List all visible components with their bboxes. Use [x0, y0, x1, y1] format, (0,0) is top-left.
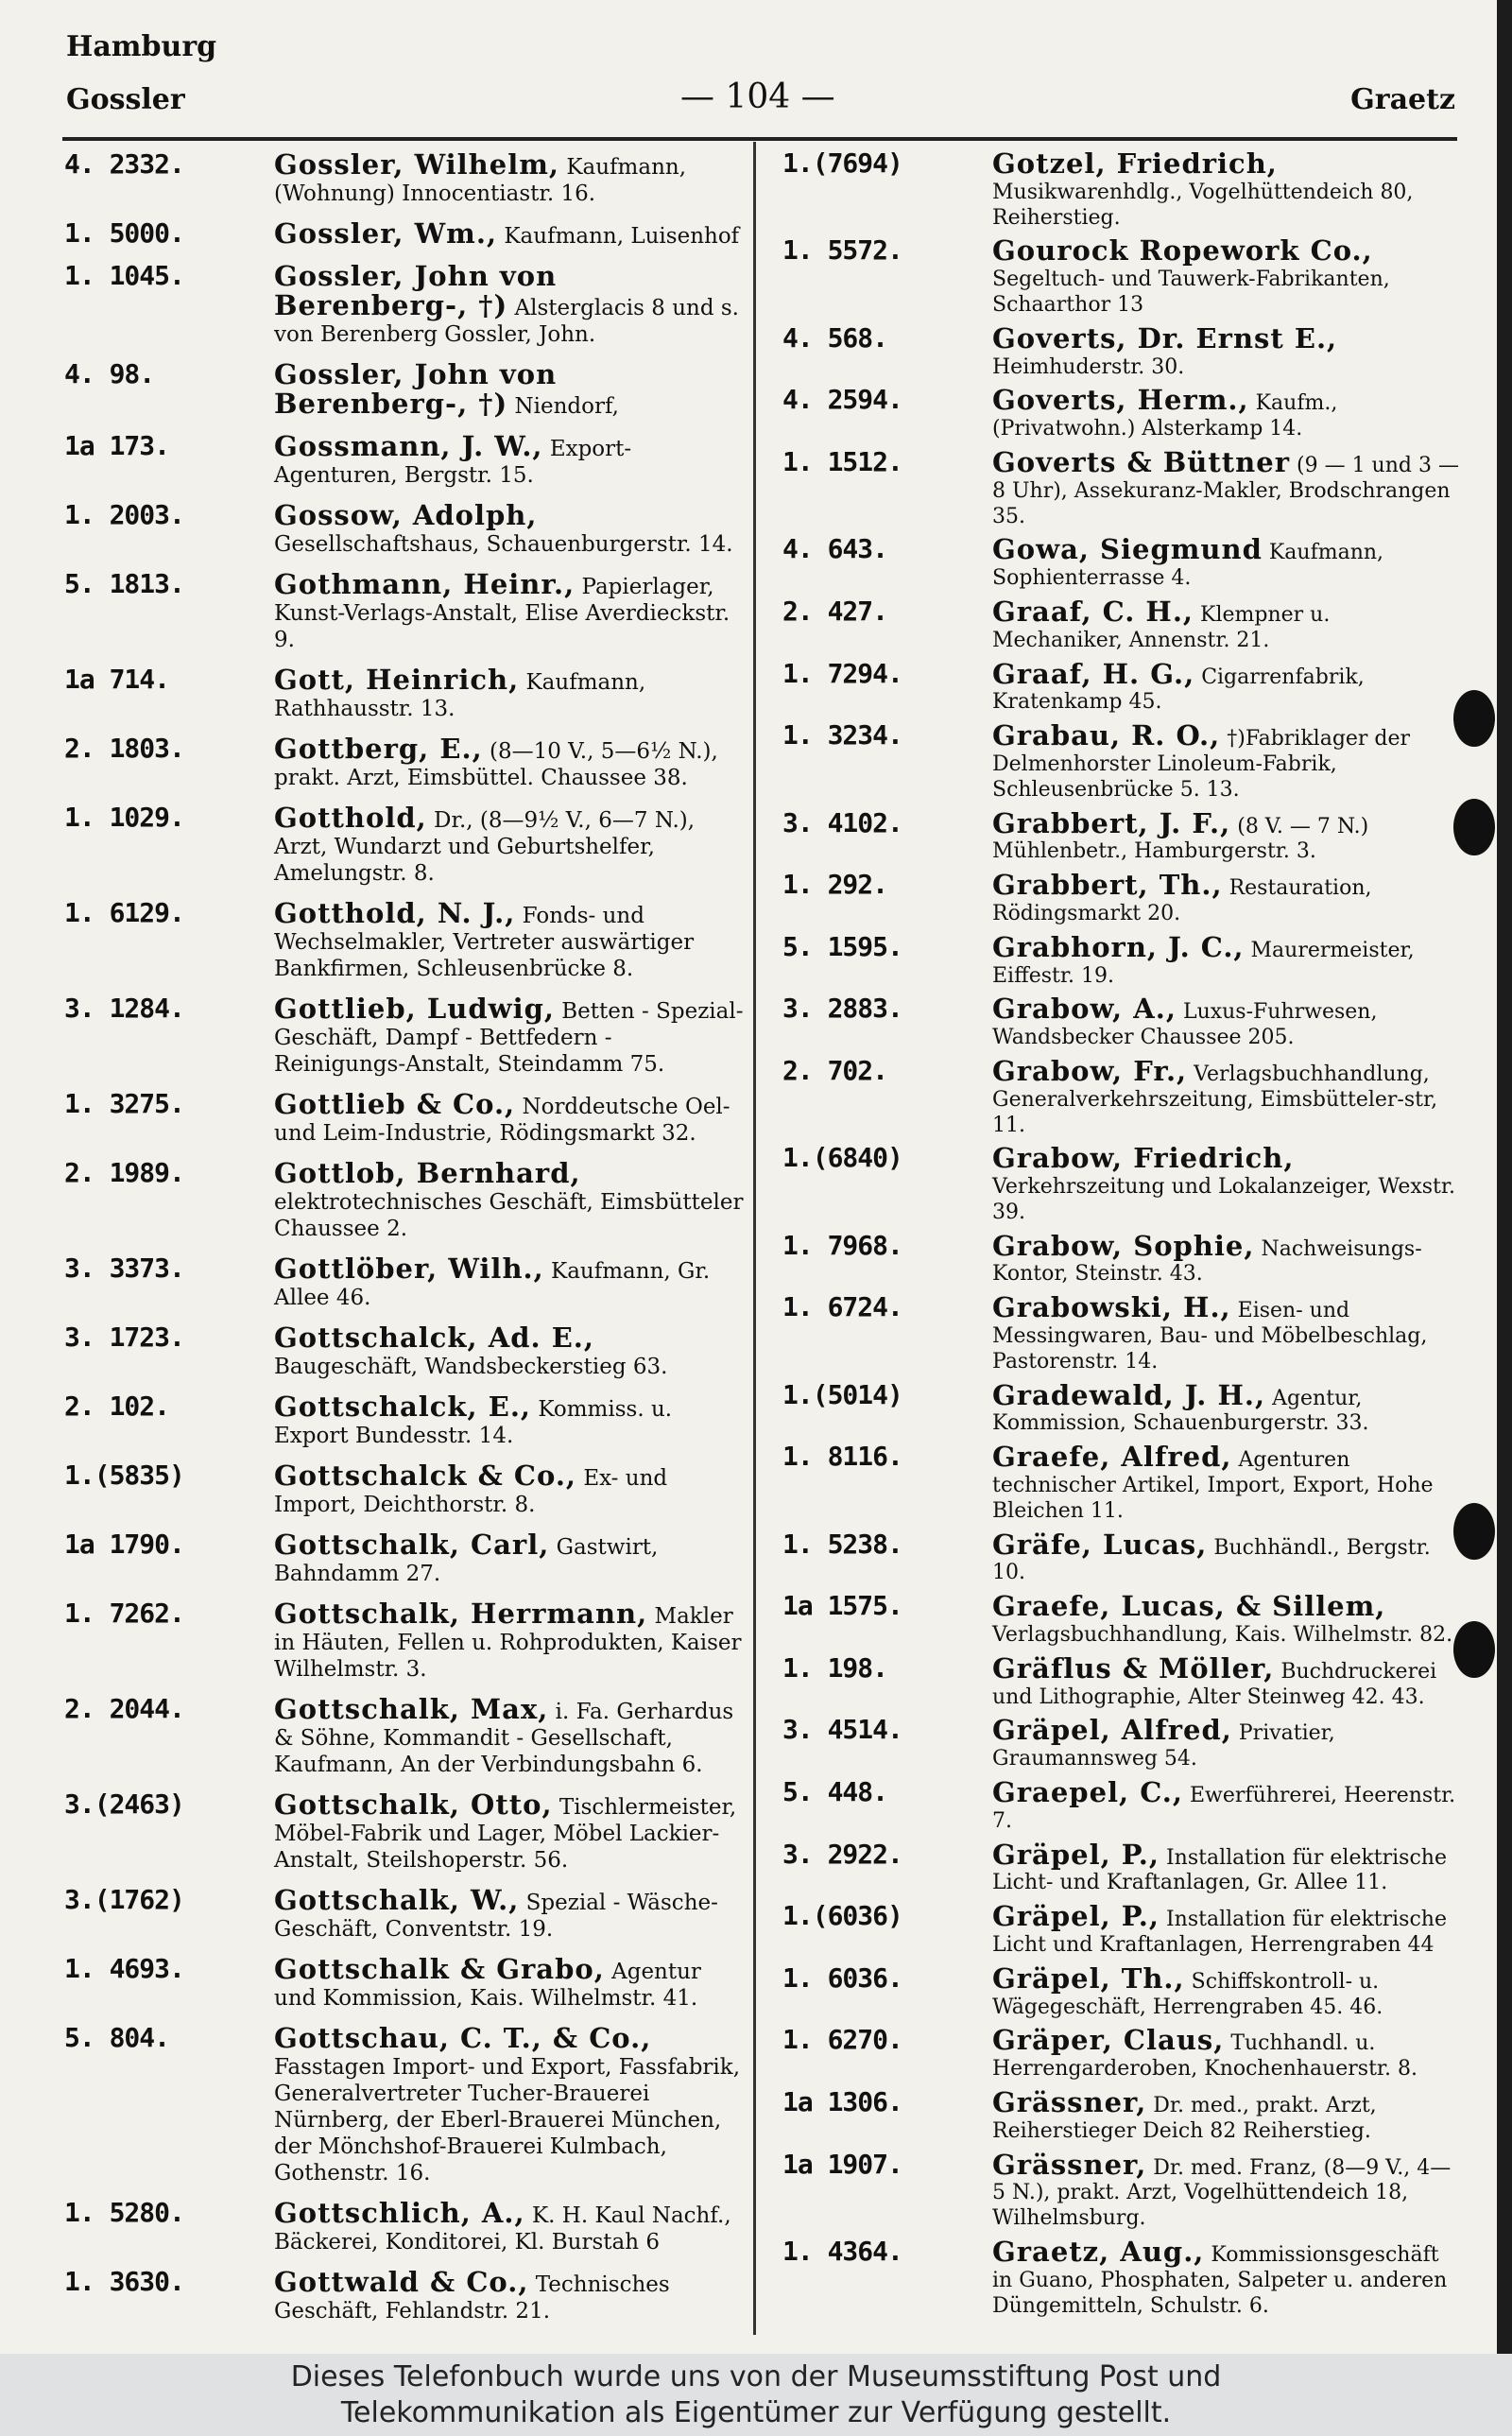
subscriber-details: Segeltuch- und Tauwerk-Fabrikanten, Schaarthor 13: [992, 268, 1390, 317]
subscriber-name: Gottschalck & Co.,: [274, 1460, 577, 1492]
binding-hole: [1453, 799, 1495, 855]
phone-number: 4. 98.: [64, 358, 155, 389]
directory-entry: [782, 1441, 1463, 1524]
subscriber-details: Ewerführerei, Heerenstr. 7.: [992, 1784, 1456, 1833]
subscriber-details: Kommissionsgeschäft in Guano, Phosphaten, Salpeter u. anderen Düngemitteln, Schulstr. 6.: [992, 2242, 1448, 2318]
subscriber-name: Gossow, Adolph,: [274, 499, 538, 531]
subscriber-details: Fonds- und Wechselmakler, Vertreter auswärtiger Bankfirmen, Schleusenbrücke 8.: [274, 904, 695, 981]
subscriber-details: Verlagsbuchhandlung, Kais. Wilhelmstr. 82.: [992, 1623, 1453, 1648]
subscriber-details: Spezial - Wäsche-Geschäft, Conventstr. 19.: [274, 1891, 718, 1942]
phone-number: 1. 6270.: [782, 2024, 902, 2056]
subscriber-name: Graaf, H. G.,: [992, 657, 1195, 690]
subscriber-name: Goverts, Dr. Ernst E.,: [992, 321, 1338, 354]
subscriber-details: Gastwirt, Bahndamm 27.: [274, 1535, 659, 1586]
subscriber-details: Kaufmann, (Wohnung) Innocentiastr. 16.: [274, 155, 687, 206]
subscriber-details: Klempner u. Mechaniker, Annenstr. 21.: [992, 602, 1331, 652]
directory-entry: [64, 148, 745, 207]
phone-number: 1a 1306.: [782, 2086, 902, 2117]
subscriber-name: Gothmann, Heinr.,: [274, 568, 576, 600]
subscriber-details: elektrotechnisches Geschäft, Eimsbütteler Chaussee 2.: [274, 1190, 744, 1241]
subscriber-name: Grässner,: [992, 2086, 1147, 2118]
phone-number: 3. 2883.: [782, 993, 902, 1025]
subscriber-details: i. Fa. Gerhardus & Söhne, Kommandit - Gesellschaft, Kaufmann, An der Verbindungsbahn 6.: [274, 1700, 734, 1777]
subscriber-details: Verlagsbuchhandlung, Generalverkehrszeitung, Eimsbütteler-str, 11.: [992, 1062, 1438, 1137]
directory-entry: [782, 1378, 1463, 1438]
subscriber-name: Goverts & Büttner: [992, 445, 1290, 478]
directory-entry: [64, 735, 745, 791]
subscriber-name: Gottschalk, W.,: [274, 1884, 520, 1916]
subscriber-details: Nachweisungs-Kontor, Steinstr. 43.: [992, 1236, 1422, 1287]
directory-entry: [782, 147, 1463, 231]
directory-entry: [782, 1291, 1463, 1374]
subscriber-details: Schiffskontroll- u. Wägegeschäft, Herrengraben 45. 46.: [992, 1969, 1383, 2019]
directory-entry: [782, 1142, 1463, 1225]
phone-number: 1. 3234.: [782, 719, 902, 752]
phone-number: 3. 4102.: [782, 806, 902, 838]
subscriber-details: Maurermeister, Eiffestr. 19.: [992, 938, 1415, 988]
subscriber-name: Gottschalk, Max,: [274, 1693, 549, 1725]
subscriber-details: Privatier, Graumannsweg 54.: [992, 1721, 1335, 1771]
header-rule: [62, 137, 1457, 141]
subscriber-name: Gottlieb & Co.,: [274, 1088, 516, 1120]
directory-entry: [64, 1088, 745, 1147]
phone-number: 1. 198.: [782, 1651, 888, 1684]
phone-number: 1. 4693.: [64, 1953, 184, 1984]
subscriber-name: Grabow, Sophie,: [992, 1229, 1255, 1262]
directory-entry: [782, 719, 1463, 803]
directory-entry: [64, 2266, 745, 2324]
phone-number: 3. 2922.: [782, 1838, 902, 1870]
directory-entry: [64, 1693, 745, 1778]
subscriber-name: Grabbert, Th.,: [992, 869, 1223, 902]
phone-number: 1a 173.: [64, 430, 170, 461]
footer-notice: [0, 2354, 1512, 2436]
directory-entry: [782, 1961, 1463, 2021]
subscriber-name: Gottlob, Bernhard,: [274, 1157, 581, 1189]
subscriber-name: Gossler, John von Berenberg-, †): [274, 260, 558, 321]
phone-number: 2. 427.: [782, 595, 888, 627]
subscriber-details: Kommiss. u. Export Bundesstr. 14.: [274, 1397, 673, 1448]
subscriber-name: Gossmann, J. W.,: [274, 430, 543, 462]
directory-entry: [64, 804, 745, 887]
subscriber-name: Gotthold,: [274, 802, 427, 834]
subscriber-name: Gottwald & Co.,: [274, 2266, 529, 2298]
subscriber-name: Gossler, John von Berenberg-, †): [274, 358, 558, 420]
page-edge: [1497, 0, 1512, 2354]
phone-number: 3.(2463): [64, 1788, 184, 1820]
directory-entry: [64, 568, 745, 653]
phone-number: 5. 448.: [782, 1776, 888, 1808]
directory-entry: [64, 1462, 745, 1518]
phone-number: 1. 6129.: [64, 897, 184, 928]
subscriber-name: Gott, Heinrich,: [274, 664, 520, 696]
subscriber-name: Gottschau, C. T., & Co.,: [274, 2022, 652, 2054]
subscriber-details: Gesellschaftshaus, Schauenburgerstr. 14.: [274, 532, 733, 557]
phone-number: 3.(1762): [64, 1884, 184, 1915]
subscriber-details: Niendorf,: [514, 394, 619, 419]
phone-number: 1. 1045.: [64, 260, 184, 291]
phone-number: 1. 4364.: [782, 2235, 902, 2267]
directory-entry: [64, 897, 745, 982]
subscriber-details: Dr., (8—9½ V., 6—7 N.), Arzt, Wundarzt und Geburtshelfer, Amelungstr. 8.: [274, 808, 696, 886]
phone-number: 3. 4514.: [782, 1714, 902, 1746]
footer-line-1: Dieses Telefonbuch wurde uns von der Museumsstiftung Post und: [290, 2360, 1222, 2393]
subscriber-details: Kaufmann, Rathhausstr. 13.: [274, 670, 646, 721]
subscriber-details: Installation für elektrische Licht- und Kraftanlagen, Gr. Allee 11.: [992, 1845, 1447, 1895]
phone-number: 4. 568.: [782, 321, 888, 354]
page-number: — 104 —: [680, 78, 835, 116]
phone-number: 1. 7294.: [782, 657, 902, 689]
column-divider: [753, 142, 756, 2335]
directory-entry: [64, 666, 745, 722]
subscriber-details: Papierlager, Kunst-Verlags-Anstalt, Elise Averdieckstr. 9.: [274, 575, 730, 652]
directory-entry: [782, 1838, 1463, 1897]
directory-entry: [64, 1157, 745, 1242]
subscriber-details: Luxus-Fuhrwesen, Wandsbecker Chaussee 205.: [992, 1000, 1378, 1050]
directory-entry: [782, 1590, 1463, 1649]
directory-entry: [782, 234, 1463, 318]
phone-number: 1.(5835): [64, 1460, 184, 1491]
subscriber-name: Graetz, Aug.,: [992, 2235, 1205, 2268]
subscriber-details: Agentur, Kommission, Schauenburgerstr. 33.: [992, 1386, 1369, 1436]
right-running-head: Graetz: [1350, 83, 1455, 116]
phone-number: 1. 5000.: [64, 217, 184, 249]
subscriber-details: Tischlermeister, Möbel-Fabrik und Lager, Möbel Lackier-Anstalt, Steilshoperstr. 56.: [274, 1795, 737, 1873]
phone-number: 4. 2594.: [782, 384, 902, 416]
directory-entry: [64, 1531, 745, 1587]
subscriber-name: Gräpel, Alfred,: [992, 1714, 1232, 1747]
directory-entry: [782, 657, 1463, 717]
phone-number: 1. 1029.: [64, 802, 184, 833]
subscriber-name: Gotzel, Friedrich,: [992, 147, 1278, 180]
phone-number: 5. 1595.: [782, 930, 902, 962]
phone-number: 1. 292.: [782, 869, 888, 901]
phone-number: 1. 5280.: [64, 2197, 184, 2228]
directory-entry: [782, 321, 1463, 381]
subscriber-name: Gräper, Claus,: [992, 2024, 1225, 2057]
subscriber-name: Gräpel, P.,: [992, 1838, 1160, 1871]
left-column: [64, 148, 745, 2338]
subscriber-name: Gourock Ropework Co.,: [992, 234, 1373, 268]
subscriber-name: Gräpel, P.,: [992, 1900, 1160, 1933]
subscriber-name: Gräfe, Lucas,: [992, 1528, 1208, 1561]
subscriber-name: Goverts, Herm.,: [992, 384, 1249, 417]
subscriber-details: Cigarrenfabrik, Kratenkamp 45.: [992, 665, 1365, 715]
directory-entry: [782, 1054, 1463, 1138]
subscriber-details: Makler in Häuten, Fellen u. Rohprodukten, Kaiser Wilhelmstr. 3.: [274, 1604, 742, 1682]
phone-number: 1. 8116.: [782, 1441, 902, 1473]
subscriber-name: Gottschalck, Ad. E.,: [274, 1322, 594, 1354]
phone-number: 3. 1723.: [64, 1322, 184, 1353]
phone-number: 1. 2003.: [64, 499, 184, 530]
phone-number: 1. 5572.: [782, 234, 902, 267]
subscriber-name: Graefe, Alfred,: [992, 1441, 1232, 1474]
directory-entry: [64, 1324, 745, 1380]
phone-number: 1. 3275.: [64, 1088, 184, 1119]
phone-number: 1a 1790.: [64, 1529, 184, 1560]
directory-entry: [64, 2197, 745, 2255]
phone-number: 1. 6036.: [782, 1961, 902, 1994]
phone-number: 2. 1989.: [64, 1157, 184, 1188]
directory-entry: [782, 445, 1463, 529]
directory-entry: [64, 1600, 745, 1683]
subscriber-details: (8—10 V., 5—6½ N.), prakt. Arzt, Eimsbüttel. Chaussee 38.: [274, 739, 718, 790]
directory-entry: [782, 384, 1463, 442]
subscriber-details: Kaufm., (Privatwohn.) Alsterkamp 14.: [992, 391, 1338, 441]
phone-number: 1. 7262.: [64, 1598, 184, 1629]
phone-number: 4. 2332.: [64, 148, 184, 180]
binding-hole: [1453, 1503, 1495, 1560]
subscriber-name: Gossler, Wm.,: [274, 217, 498, 250]
directory-entry: [64, 1255, 745, 1311]
directory-entry: [782, 533, 1463, 592]
subscriber-name: Gottlieb, Ludwig,: [274, 993, 555, 1025]
subscriber-details: Heimhuderstr. 30.: [992, 354, 1185, 379]
subscriber-name: Grabowski, H.,: [992, 1291, 1231, 1324]
directory-entry: [782, 930, 1463, 990]
subscriber-details: Kaufmann, Luisenhof: [504, 224, 740, 249]
page-header: [66, 26, 1455, 130]
directory-entry: [782, 2086, 1463, 2145]
directory-entry: [64, 2022, 745, 2186]
phone-number: 4. 643.: [782, 533, 888, 565]
subscriber-name: Gradewald, J. H.,: [992, 1378, 1266, 1411]
directory-entry: [64, 499, 745, 558]
subscriber-details: Musikwarenhdlg., Vogelhüttendeich 80, Reiherstieg.: [992, 180, 1414, 230]
directory-entry: [64, 1788, 745, 1874]
directory-entry: [782, 2024, 1463, 2082]
phone-number: 1. 7968.: [782, 1229, 902, 1261]
subscriber-details: Verkehrszeitung und Lokalanzeiger, Wexstr. 39.: [992, 1175, 1455, 1224]
subscriber-details: Buchdruckerei und Lithographie, Alter Steinweg 42. 43.: [992, 1659, 1437, 1709]
binding-hole: [1453, 1621, 1495, 1678]
subscriber-name: Grabau, R. O.,: [992, 719, 1221, 752]
subscriber-details: Alsterglacis 8 und s. von Berenberg Gossler, John.: [274, 296, 739, 347]
subscriber-name: Gowa, Siegmund: [992, 533, 1263, 566]
phone-number: 1.(5014): [782, 1378, 902, 1410]
subscriber-name: Gossler, Wilhelm,: [274, 148, 560, 181]
subscriber-details: Norddeutsche Oel- und Leim-Industrie, Rödingsmarkt 32.: [274, 1095, 730, 1146]
directory-entry: [64, 358, 745, 420]
subscriber-details: K. H. Kaul Nachf., Bäckerei, Konditorei, Kl. Burstah 6: [274, 2203, 731, 2255]
subscriber-name: Graepel, C.,: [992, 1776, 1183, 1809]
subscriber-details: Fasstagen Import- und Export, Fassfabrik, Generalvertreter Tucher-Brauerei Nürnberg, der Eberl-Brauerei München, der Mönchshof-Brauerei Kulmbach, Gothenstr. 16.: [274, 2055, 741, 2185]
subscriber-details: Dr. med., prakt. Arzt, Reiherstieger Deich 82 Reiherstieg.: [992, 2094, 1377, 2143]
subscriber-name: Graaf, C. H.,: [992, 595, 1194, 628]
phone-number: 1a 1575.: [782, 1590, 902, 1622]
phone-number: 1.(7694): [782, 147, 902, 179]
directory-entry: [64, 1884, 745, 1943]
subscriber-details: Agentur und Kommission, Kais. Wilhelmstr. 41.: [274, 1960, 701, 2011]
phone-number: 3. 1284.: [64, 993, 184, 1024]
right-column: [782, 147, 1463, 2326]
subscriber-details: (8 V. — 7 N.) Mühlenbetr., Hamburgerstr. 3.: [992, 814, 1369, 864]
directory-entry: [782, 869, 1463, 927]
subscriber-name: Grabbert, J. F.,: [992, 806, 1231, 839]
subscriber-name: Grabhorn, J. C.,: [992, 930, 1245, 963]
directory-entry: [64, 995, 745, 1078]
phone-number: 2. 702.: [782, 1054, 888, 1086]
subscriber-details: Baugeschäft, Wandsbeckerstieg 63.: [274, 1355, 668, 1379]
subscriber-details: Tuchhandl. u. Herrengarderoben, Knochenhauerstr. 8.: [992, 2031, 1418, 2082]
subscriber-details: Restauration, Rödingsmarkt 20.: [992, 876, 1372, 925]
subscriber-details: Buchhändl., Bergstr. 10.: [992, 1535, 1431, 1585]
directory-entry: [782, 2235, 1463, 2319]
subscriber-details: Kaufmann, Sophienterrasse 4.: [992, 541, 1384, 591]
subscriber-name: Gottschalck, E.,: [274, 1391, 532, 1423]
subscriber-name: Gräpel, Th.,: [992, 1961, 1185, 1995]
phone-number: 1.(6840): [782, 1142, 902, 1174]
phone-number: 1. 1512.: [782, 445, 902, 477]
directory-entry: [782, 993, 1463, 1051]
subscriber-details: Agenturen technischer Artikel, Import, Export, Hohe Bleichen 11.: [992, 1448, 1434, 1523]
subscriber-name: Grässner,: [992, 2148, 1147, 2181]
directory-entry: [64, 1393, 745, 1449]
subscriber-details: Installation für elektrische Licht und Kraftanlagen, Herrengraben 44: [992, 1908, 1447, 1958]
subscriber-name: Gräflus & Möller,: [992, 1651, 1275, 1684]
subscriber-details: Technisches Geschäft, Fehlandstr. 21.: [274, 2272, 670, 2324]
directory-entry: [64, 260, 745, 348]
city-heading: Hamburg: [66, 30, 217, 63]
phone-number: 2. 102.: [64, 1391, 170, 1422]
subscriber-name: Gottschalk, Herrmann,: [274, 1598, 648, 1630]
left-running-head: Gossler: [66, 83, 185, 116]
directory-entry: [782, 806, 1463, 866]
directory-entry: [64, 1953, 745, 2012]
directory-entry: [782, 1900, 1463, 1959]
directory-entry: [782, 595, 1463, 654]
subscriber-details: Eisen- und Messingwaren, Bau- und Möbelbeschlag, Pastorenstr. 14.: [992, 1299, 1428, 1373]
phone-number: 2. 1803.: [64, 733, 184, 764]
subscriber-name: Grabow, Friedrich,: [992, 1142, 1295, 1175]
footer-line-2: Telekommunikation als Eigentümer zur Verfügung gestellt.: [340, 2396, 1172, 2429]
subscriber-name: Gotthold, N. J.,: [274, 897, 516, 929]
phone-number: 5. 1813.: [64, 568, 184, 599]
phone-number: 1.(6036): [782, 1900, 902, 1932]
subscriber-details: Ex- und Import, Deichthorstr. 8.: [274, 1466, 668, 1517]
phone-number: 3. 3373.: [64, 1253, 184, 1284]
subscriber-details: Export-Agenturen, Bergstr. 15.: [274, 437, 632, 488]
phone-number: 5. 804.: [64, 2022, 170, 2053]
phone-number: 1. 3630.: [64, 2266, 184, 2297]
directory-entry: [782, 1528, 1463, 1587]
subscriber-name: Gottlöber, Wilh.,: [274, 1253, 544, 1285]
subscriber-name: Gottberg, E.,: [274, 733, 483, 765]
phone-number: 1. 5238.: [782, 1528, 902, 1560]
subscriber-name: Gottschalk, Otto,: [274, 1788, 553, 1821]
subscriber-name: Gottschlich, A.,: [274, 2197, 525, 2229]
phone-number: 1. 6724.: [782, 1291, 902, 1323]
subscriber-details: Dr. med. Franz, (8—9 V., 4—5 N.), prakt. Arzt, Vogelhüttendeich 18, Wilhelmsburg.: [992, 2155, 1452, 2231]
phone-number: 1a 1907.: [782, 2148, 902, 2180]
subscriber-name: Grabow, Fr.,: [992, 1054, 1188, 1087]
subscriber-details: Betten - Spezial-Geschäft, Dampf - Bettfedern - Reinigungs-Anstalt, Steindamm 75.: [274, 999, 744, 1077]
directory-entry: [782, 2148, 1463, 2232]
phone-number: 2. 2044.: [64, 1693, 184, 1724]
directory-entry: [782, 1229, 1463, 1288]
directory-entry: [64, 430, 745, 489]
phone-number: 1a 714.: [64, 664, 170, 695]
subscriber-name: Graefe, Lucas, & Sillem,: [992, 1590, 1386, 1623]
subscriber-name: Gottschalk, Carl,: [274, 1529, 550, 1561]
subscriber-details: Kaufmann, Gr. Allee 46.: [274, 1259, 711, 1310]
directory-entry: [64, 217, 745, 250]
directory-entry: [782, 1714, 1463, 1772]
directory-entry: [782, 1651, 1463, 1711]
binding-hole: [1453, 690, 1495, 747]
directory-entry: [782, 1776, 1463, 1835]
subscriber-details: (9 — 1 und 3 — 8 Uhr), Assekuranz-Makler, Brodschrangen 35.: [992, 453, 1459, 528]
subscriber-details: †)Fabriklager der Delmenhorster Linoleum-Fabrik, Schleusenbrücke 5. 13.: [992, 727, 1411, 802]
subscriber-name: Grabow, A.,: [992, 993, 1177, 1026]
subscriber-name: Gottschalk & Grabo,: [274, 1953, 605, 1985]
